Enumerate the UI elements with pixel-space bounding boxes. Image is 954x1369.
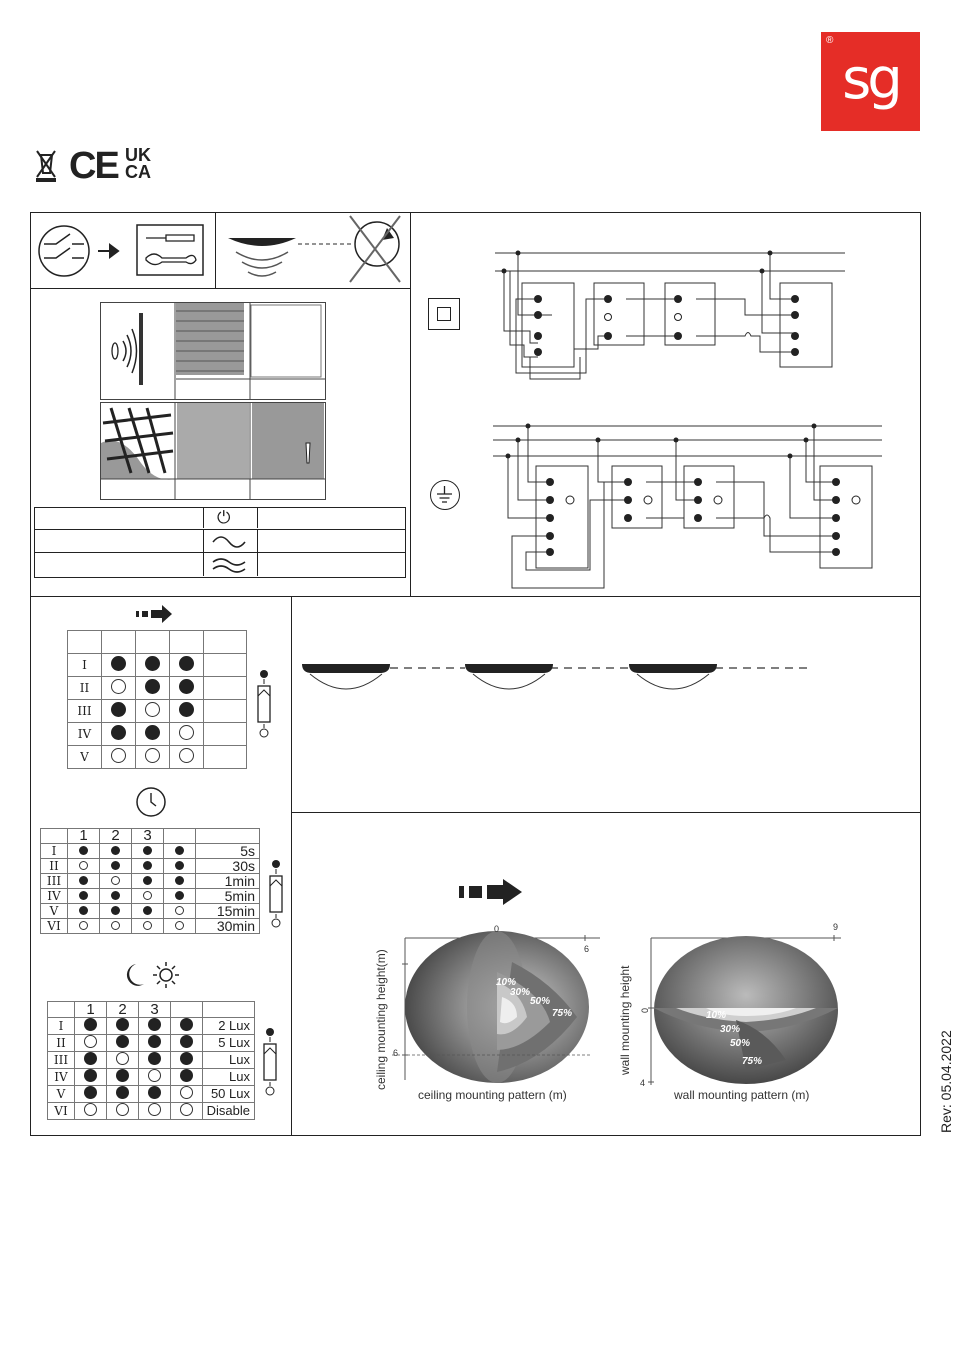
header-cell: 2: [107, 1002, 139, 1018]
dip-cell: [132, 919, 164, 934]
roman-cell: IV: [41, 889, 68, 904]
dip-on-dot: [79, 846, 88, 855]
dip-cell: [171, 1052, 203, 1069]
roman-cell: IV: [68, 723, 102, 746]
dip-cell: [136, 654, 170, 677]
dip-cell: [136, 677, 170, 700]
dip-cell: [102, 677, 136, 700]
header-cell: [204, 631, 247, 654]
dip-off-dot: [145, 748, 160, 763]
mounting-surface-row-1: [100, 302, 326, 400]
header-cell: [48, 1002, 75, 1018]
dip-cell: [171, 1103, 203, 1120]
ce-mark: CE: [69, 145, 118, 187]
brand-logo-text: sg: [842, 47, 899, 112]
x-tick: 6: [584, 944, 590, 954]
header-cell: 1: [75, 1002, 107, 1018]
dip-on-dot: [79, 891, 88, 900]
mode-legend: [34, 507, 406, 578]
zone-label: 30%: [510, 987, 531, 998]
dip-on-dot: [79, 906, 88, 915]
x-tick: 0: [494, 924, 500, 934]
zone-label: 10%: [496, 977, 517, 988]
dip-on-dot: [116, 1018, 129, 1031]
table-header-row: [68, 631, 247, 654]
dip-cell: [102, 723, 136, 746]
dip-cell: [100, 919, 132, 934]
dip-cell: [171, 1018, 203, 1035]
roman-cell: I: [48, 1018, 75, 1035]
dip-off-dot: [79, 921, 88, 930]
dip-on-dot: [143, 876, 152, 885]
roman-cell: III: [48, 1052, 75, 1069]
dip-cell: [100, 844, 132, 859]
table-row: [41, 874, 260, 889]
ac-wave-icon: [211, 534, 247, 548]
dip-cell: [170, 677, 204, 700]
x-tick: 9: [833, 922, 839, 932]
clock-icon: [135, 786, 169, 818]
table-row: [48, 1052, 255, 1069]
empty-cell: [204, 746, 247, 769]
switch-off-tools-illustration: [36, 220, 211, 282]
dip-cell: [68, 904, 100, 919]
do-not-cover-illustration: [222, 214, 407, 286]
roman-cell: VI: [48, 1103, 75, 1120]
value-cell: Disable: [203, 1103, 255, 1120]
dip-on-dot: [145, 679, 160, 694]
value-cell: 15min: [196, 904, 260, 919]
dip-cell: [107, 1069, 139, 1086]
dip-off-dot: [175, 906, 184, 915]
dip-cell: [132, 904, 164, 919]
revision-date: Rev: 05.04.2022: [938, 1030, 954, 1133]
wiring-diagram-2wire: [490, 245, 850, 385]
dip-cell: [107, 1018, 139, 1035]
dip-off-dot: [111, 876, 120, 885]
mode-row: [34, 530, 406, 553]
dip-on-dot: [175, 876, 184, 885]
dip-on-dot: [143, 906, 152, 915]
dip-cell: [75, 1069, 107, 1086]
wiring-diagram-3wire: [490, 420, 885, 595]
zone-label: 50%: [530, 996, 551, 1007]
table-row: [68, 746, 247, 769]
value-cell: 30s: [196, 859, 260, 874]
dip-cell: [139, 1035, 171, 1052]
dip-off-dot: [143, 891, 152, 900]
roman-cell: II: [48, 1035, 75, 1052]
dip-off-dot: [84, 1035, 97, 1048]
table-row: [48, 1103, 255, 1120]
mode-row: [34, 507, 406, 530]
dip-cell: [139, 1069, 171, 1086]
header-cell: [136, 631, 170, 654]
dip-cell: [164, 919, 196, 934]
empty-cell: [204, 723, 247, 746]
roman-cell: V: [41, 904, 68, 919]
value-cell: Lux: [203, 1052, 255, 1069]
dip-cell: [136, 746, 170, 769]
value-cell: 50 Lux: [203, 1086, 255, 1103]
dip-off-dot: [111, 748, 126, 763]
dip-cell: [132, 859, 164, 874]
dip-cell: [170, 746, 204, 769]
dip-cell: [170, 723, 204, 746]
dip-cell: [136, 700, 170, 723]
x-axis-label: wall mounting pattern (m): [674, 1088, 810, 1102]
earth-symbol: [430, 480, 460, 510]
dip-off-dot: [84, 1103, 97, 1116]
dip-on-dot: [180, 1018, 193, 1031]
header-cell: [203, 1002, 255, 1018]
zone-label: 75%: [742, 1056, 763, 1067]
dip-cell: [136, 723, 170, 746]
dip-cell: [100, 859, 132, 874]
value-cell: 30min: [196, 919, 260, 934]
roman-cell: V: [48, 1086, 75, 1103]
sensitivity-table: [67, 630, 247, 769]
dip-cell: [75, 1018, 107, 1035]
time-table: [40, 828, 260, 934]
zone-label: 75%: [552, 1008, 573, 1019]
dip-off-dot: [148, 1103, 161, 1116]
table-row: [41, 844, 260, 859]
dip-on-dot: [179, 656, 194, 671]
dip-cell: [68, 844, 100, 859]
y-tick: 0: [640, 1007, 650, 1013]
zone-label: 30%: [720, 1024, 741, 1035]
dip-off-dot: [111, 679, 126, 694]
header-cell: [171, 1002, 203, 1018]
dip-off-dot: [179, 725, 194, 740]
dip-cell: [164, 844, 196, 859]
dip-on-dot: [143, 861, 152, 870]
table-row: [68, 654, 247, 677]
dip-on-dot: [111, 725, 126, 740]
motion-direction-arrow-icon: [136, 605, 176, 623]
dip-cell: [75, 1035, 107, 1052]
dip-off-dot: [175, 921, 184, 930]
double-wave-icon: [211, 556, 247, 574]
table-row: [48, 1035, 255, 1052]
dip-off-dot: [148, 1069, 161, 1082]
dip-switch-icon: [268, 858, 284, 930]
value-cell: 2 Lux: [203, 1018, 255, 1035]
dip-on-dot: [111, 846, 120, 855]
header-cell: [41, 829, 68, 844]
sensor-spacing-illustration: [300, 660, 812, 700]
table-row: [41, 919, 260, 934]
dip-cell: [68, 919, 100, 934]
dip-cell: [132, 874, 164, 889]
empty-cell: [204, 677, 247, 700]
dip-on-dot: [79, 876, 88, 885]
roman-cell: V: [68, 746, 102, 769]
empty-cell: [204, 654, 247, 677]
table-row: [48, 1018, 255, 1035]
roman-cell: VI: [41, 919, 68, 934]
value-cell: 5 Lux: [203, 1035, 255, 1052]
dip-on-dot: [148, 1018, 161, 1031]
y-axis-label: ceiling mounting height(m): [374, 949, 388, 1090]
dip-cell: [102, 654, 136, 677]
table-row: [41, 904, 260, 919]
dip-cell: [75, 1052, 107, 1069]
mode-row: [34, 553, 406, 578]
dip-off-dot: [143, 921, 152, 930]
dip-cell: [68, 859, 100, 874]
dip-cell: [171, 1086, 203, 1103]
dip-cell: [100, 874, 132, 889]
y-tick: 4: [640, 1078, 646, 1088]
dip-on-dot: [148, 1052, 161, 1065]
dip-on-dot: [116, 1035, 129, 1048]
dip-switch-icon: [262, 1026, 278, 1098]
power-icon: ⏻: [217, 508, 231, 527]
empty-cell: [204, 700, 247, 723]
dip-cell: [107, 1035, 139, 1052]
dip-on-dot: [116, 1069, 129, 1082]
roman-cell: III: [41, 874, 68, 889]
dip-on-dot: [111, 702, 126, 717]
dip-cell: [68, 889, 100, 904]
roman-cell: I: [68, 654, 102, 677]
table-row: [68, 723, 247, 746]
motion-direction-arrow-icon: [459, 879, 523, 905]
header-cell: [102, 631, 136, 654]
table-row: [41, 859, 260, 874]
registered-mark: ®: [826, 35, 834, 46]
dip-cell: [139, 1052, 171, 1069]
dip-cell: [164, 889, 196, 904]
dip-cell: [68, 874, 100, 889]
dip-on-dot: [84, 1086, 97, 1099]
dip-on-dot: [180, 1069, 193, 1082]
y-axis-label: wall mounting height: [618, 965, 632, 1075]
header-cell: [68, 631, 102, 654]
table-row: [48, 1069, 255, 1086]
dip-on-dot: [111, 891, 120, 900]
dip-cell: [164, 874, 196, 889]
dip-on-dot: [175, 861, 184, 870]
dip-on-dot: [145, 656, 160, 671]
dip-cell: [164, 904, 196, 919]
dip-cell: [107, 1086, 139, 1103]
dip-cell: [139, 1086, 171, 1103]
zone-label: 10%: [706, 1010, 727, 1021]
header-cell: 3: [132, 829, 164, 844]
brand-logo: [821, 32, 920, 131]
dip-on-dot: [179, 702, 194, 717]
dip-cell: [102, 746, 136, 769]
dip-switch-icon: [256, 668, 272, 740]
table-row: [41, 889, 260, 904]
dip-cell: [107, 1052, 139, 1069]
table-header-row: [48, 1002, 255, 1018]
value-cell: 5s: [196, 844, 260, 859]
dip-on-dot: [111, 656, 126, 671]
header-cell: 2: [100, 829, 132, 844]
dip-off-dot: [79, 861, 88, 870]
dip-cell: [100, 889, 132, 904]
roman-cell: IV: [48, 1069, 75, 1086]
dip-off-dot: [111, 921, 120, 930]
dip-on-dot: [111, 861, 120, 870]
header-cell: 3: [139, 1002, 171, 1018]
dip-off-dot: [116, 1103, 129, 1116]
table-header-row: [41, 829, 260, 844]
table-row: [48, 1086, 255, 1103]
value-cell: 5min: [196, 889, 260, 904]
mounting-surface-row-2: [100, 402, 326, 500]
dip-cell: [139, 1103, 171, 1120]
y-tick: 6: [393, 1048, 399, 1058]
header-cell: [170, 631, 204, 654]
table-row: [68, 677, 247, 700]
dip-on-dot: [175, 846, 184, 855]
dip-off-dot: [145, 702, 160, 717]
table-row: [68, 700, 247, 723]
dip-on-dot: [84, 1018, 97, 1031]
dip-cell: [164, 859, 196, 874]
moon-sun-icon: [122, 960, 182, 990]
surface-illustrations-row-2: [101, 403, 325, 499]
dip-on-dot: [84, 1069, 97, 1082]
x-axis-label: ceiling mounting pattern (m): [418, 1088, 567, 1102]
dip-cell: [132, 844, 164, 859]
dip-cell: [100, 904, 132, 919]
value-cell: 1min: [196, 874, 260, 889]
dip-on-dot: [116, 1086, 129, 1099]
dip-cell: [170, 700, 204, 723]
dip-off-dot: [180, 1086, 193, 1099]
roman-cell: II: [68, 677, 102, 700]
dip-on-dot: [84, 1052, 97, 1065]
certification-marks: [34, 147, 164, 185]
wall-detection-chart: [636, 920, 846, 1110]
dip-cell: [171, 1069, 203, 1086]
header-cell: [164, 829, 196, 844]
dip-cell: [170, 654, 204, 677]
class2-symbol: [428, 298, 460, 330]
zone-label: 50%: [730, 1038, 751, 1049]
dip-cell: [139, 1018, 171, 1035]
value-cell: Lux: [203, 1069, 255, 1086]
roman-cell: III: [68, 700, 102, 723]
dip-on-dot: [175, 891, 184, 900]
dip-on-dot: [180, 1035, 193, 1048]
header-cell: [196, 829, 260, 844]
dip-cell: [102, 700, 136, 723]
dip-on-dot: [111, 906, 120, 915]
dip-on-dot: [179, 679, 194, 694]
dip-cell: [107, 1103, 139, 1120]
dip-off-dot: [180, 1103, 193, 1116]
dip-cell: [171, 1035, 203, 1052]
roman-cell: II: [41, 859, 68, 874]
dip-cell: [75, 1086, 107, 1103]
dip-on-dot: [145, 725, 160, 740]
roman-cell: I: [41, 844, 68, 859]
dip-off-dot: [179, 748, 194, 763]
surface-illustrations-row-1: [101, 303, 325, 399]
dip-on-dot: [143, 846, 152, 855]
dip-cell: [132, 889, 164, 904]
dip-off-dot: [116, 1052, 129, 1065]
ukca-mark-ca: CA: [125, 162, 151, 182]
lux-table: [47, 1001, 255, 1120]
dip-on-dot: [148, 1086, 161, 1099]
dip-cell: [75, 1103, 107, 1120]
header-cell: 1: [68, 829, 100, 844]
dip-on-dot: [180, 1052, 193, 1065]
ukca-mark-uk: UK: [125, 145, 151, 165]
dip-on-dot: [148, 1035, 161, 1048]
ceiling-detection-chart: [372, 922, 602, 1112]
